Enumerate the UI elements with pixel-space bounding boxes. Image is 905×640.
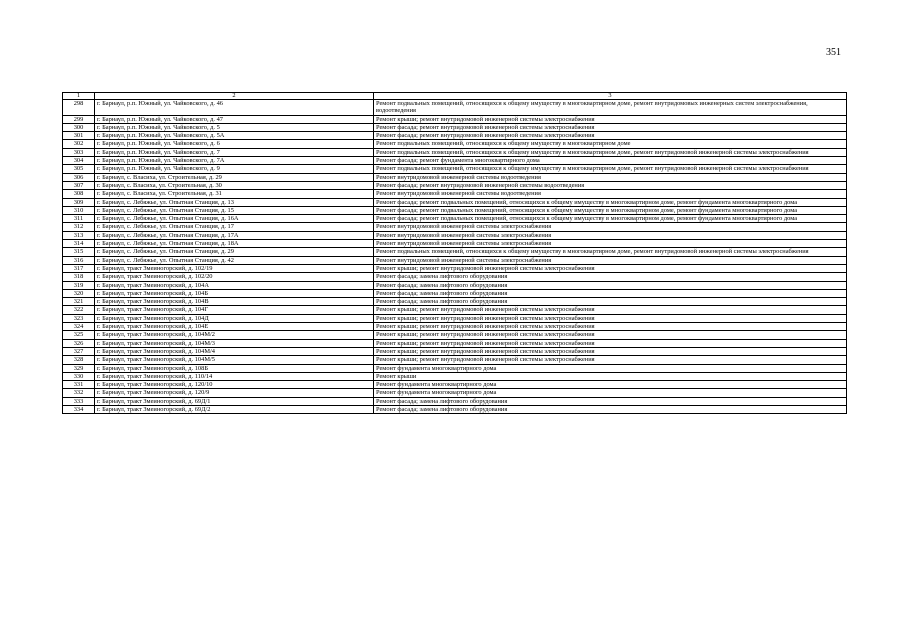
row-number: 319: [63, 281, 95, 289]
row-works: Ремонт фундамента многоквартирного дома: [374, 381, 847, 389]
row-works: Ремонт крыши; ремонт внутридомовой инженерной системы электроснабжения: [374, 264, 847, 272]
row-address: г. Барнаул, тракт Змеиногорский, д. 104Б: [95, 289, 374, 297]
row-works: Ремонт подвальных помещений, относящихся к общему имуществу в многоквартирном доме, ремонт внутридомовой инженерной системы электроснабжения: [374, 248, 847, 256]
row-address: г. Барнаул, с. Лебяжье, ул. Опытная Станция, д. 17: [95, 223, 374, 231]
row-address: г. Барнаул, тракт Змеиногорский, д. 120/10: [95, 381, 374, 389]
row-address: г. Барнаул, тракт Змеиногорский, д. 120/9: [95, 389, 374, 397]
table-row: [63, 314, 847, 322]
row-address: г. Барнаул, с. Лебяжье, ул. Опытная Станция, д. 29: [95, 248, 374, 256]
table-row: [63, 190, 847, 198]
row-number: 327: [63, 347, 95, 355]
row-number: 303: [63, 148, 95, 156]
table-row: [63, 405, 847, 413]
row-works: Ремонт фасада; замена лифтового оборудования: [374, 405, 847, 413]
row-number: 333: [63, 397, 95, 405]
row-address: г. Барнаул, р.п. Южный, ул. Чайковского, д. 47: [95, 115, 374, 123]
table-header-row: [63, 93, 847, 100]
row-address: г. Барнаул, р.п. Южный, ул. Чайковского, д. 6: [95, 140, 374, 148]
row-works: Ремонт крыши; ремонт внутридомовой инженерной системы электроснабжения: [374, 339, 847, 347]
row-number: 332: [63, 389, 95, 397]
row-works: Ремонт внутридомовой инженерной системы электроснабжения: [374, 240, 847, 248]
row-works: Ремонт фундамента многоквартирного дома: [374, 389, 847, 397]
row-works: Ремонт крыши; ремонт внутридомовой инженерной системы электроснабжения: [374, 323, 847, 331]
table-row: [63, 397, 847, 405]
row-address: г. Барнаул, с. Власиха, ул. Строительная, д. 31: [95, 190, 374, 198]
row-address: г. Барнаул, тракт Змеиногорский, д. 104Г: [95, 306, 374, 314]
row-works: Ремонт фасада; замена лифтового оборудования: [374, 281, 847, 289]
table-row: [63, 356, 847, 364]
row-number: 301: [63, 132, 95, 140]
table-row: [63, 198, 847, 206]
row-number: 308: [63, 190, 95, 198]
row-number: 302: [63, 140, 95, 148]
table-row: [63, 364, 847, 372]
table-row: [63, 298, 847, 306]
row-address: г. Барнаул, с. Лебяжье, ул. Опытная Станция, д. 18А: [95, 240, 374, 248]
row-address: г. Барнаул, тракт Змеиногорский, д. 104М/2: [95, 331, 374, 339]
row-address: г. Барнаул, тракт Змеиногорский, д. 110/14: [95, 372, 374, 380]
row-number: 331: [63, 381, 95, 389]
row-address: г. Барнаул, с. Лебяжье, ул. Опытная Станция, д. 13: [95, 198, 374, 206]
row-address: г. Барнаул, тракт Змеиногорский, д. 104Е: [95, 323, 374, 331]
table-row: [63, 289, 847, 297]
row-works: Ремонт внутридомовой инженерной системы водоотведения: [374, 173, 847, 181]
table-row: [63, 165, 847, 173]
row-address: г. Барнаул, с. Власиха, ул. Строительная, д. 30: [95, 181, 374, 189]
row-address: г. Барнаул, тракт Змеиногорский, д. 104В: [95, 298, 374, 306]
row-number: 307: [63, 181, 95, 189]
row-number: 326: [63, 339, 95, 347]
header-cell-number: 1: [63, 93, 95, 100]
row-address: г. Барнаул, р.п. Южный, ул. Чайковского, д. 9: [95, 165, 374, 173]
table-row: [63, 381, 847, 389]
table-row: [63, 132, 847, 140]
table-row: [63, 240, 847, 248]
row-number: 315: [63, 248, 95, 256]
row-address: г. Барнаул, тракт Змеиногорский, д. 104М/5: [95, 356, 374, 364]
row-number: 299: [63, 115, 95, 123]
row-works: Ремонт внутридомовой инженерной системы водоотведения: [374, 190, 847, 198]
table-row: [63, 181, 847, 189]
row-works: Ремонт крыши; ремонт внутридомовой инженерной системы электроснабжения: [374, 347, 847, 355]
row-address: г. Барнаул, тракт Змеиногорский, д. 69Д/1: [95, 397, 374, 405]
row-number: 328: [63, 356, 95, 364]
row-number: 321: [63, 298, 95, 306]
row-number: 324: [63, 323, 95, 331]
row-number: 306: [63, 173, 95, 181]
row-works: Ремонт крыши; ремонт внутридомовой инженерной системы электроснабжения: [374, 356, 847, 364]
row-address: г. Барнаул, с. Власиха, ул. Строительная, д. 29: [95, 173, 374, 181]
row-number: 318: [63, 273, 95, 281]
row-number: 305: [63, 165, 95, 173]
row-address: г. Барнаул, с. Лебяжье, ул. Опытная Станция, д. 42: [95, 256, 374, 264]
row-works: Ремонт подвальных помещений, относящихся к общему имуществу в многоквартирном доме, ремонт внутридомовых инженерных систем электроснабжения, водоотведения: [374, 100, 847, 116]
row-number: 304: [63, 157, 95, 165]
row-number: 325: [63, 331, 95, 339]
table-row: [63, 372, 847, 380]
row-number: 313: [63, 231, 95, 239]
table-body: [63, 100, 847, 414]
table-row: [63, 389, 847, 397]
table-row: [63, 331, 847, 339]
row-address: г. Барнаул, тракт Змеиногорский, д. 108Б: [95, 364, 374, 372]
row-works: Ремонт фасада; ремонт подвальных помещений, относящихся к общему имуществу в многоквартирном доме, ремонт фундамента многоквартирного дома: [374, 215, 847, 223]
row-works: Ремонт фасада; ремонт подвальных помещений, относящихся к общему имуществу в многоквартирном доме, ремонт фундамента многоквартирного дома: [374, 206, 847, 214]
row-number: 317: [63, 264, 95, 272]
table-row: [63, 206, 847, 214]
row-works: Ремонт фасада; замена лифтового оборудования: [374, 289, 847, 297]
table-row: [63, 248, 847, 256]
row-works: Ремонт фасада; ремонт фундамента многоквартирного дома: [374, 157, 847, 165]
row-address: г. Барнаул, тракт Змеиногорский, д. 104М/4: [95, 347, 374, 355]
table-row: [63, 306, 847, 314]
table-row: [63, 256, 847, 264]
row-address: г. Барнаул, р.п. Южный, ул. Чайковского, д. 5А: [95, 132, 374, 140]
row-works: Ремонт фасада; ремонт внутридомовой инженерной системы электроснабжения: [374, 123, 847, 131]
row-number: 309: [63, 198, 95, 206]
row-number: 316: [63, 256, 95, 264]
row-works: Ремонт фундамента многоквартирного дома: [374, 364, 847, 372]
row-works: Ремонт крыши; ремонт внутридомовой инженерной системы электроснабжения: [374, 314, 847, 322]
row-works: Ремонт крыши; ремонт внутридомовой инженерной системы электроснабжения: [374, 331, 847, 339]
row-works: Ремонт подвальных помещений, относящихся к общему имуществу в многоквартирном доме, ремонт внутридомовой инженерной системы электроснабжения: [374, 165, 847, 173]
row-works: Ремонт подвальных помещений, относящихся к общему имуществу в многоквартирном доме, ремонт внутридомовой инженерной системы электроснабжения: [374, 148, 847, 156]
row-address: г. Барнаул, тракт Змеиногорский, д. 104А: [95, 281, 374, 289]
row-number: 330: [63, 372, 95, 380]
row-works: Ремонт фасада; замена лифтового оборудования: [374, 298, 847, 306]
row-works: Ремонт крыши; ремонт внутридомовой инженерной системы электроснабжения: [374, 115, 847, 123]
row-number: 312: [63, 223, 95, 231]
row-number: 320: [63, 289, 95, 297]
table-row: [63, 115, 847, 123]
row-address: г. Барнаул, р.п. Южный, ул. Чайковского, д. 46: [95, 100, 374, 116]
row-address: г. Барнаул, тракт Змеиногорский, д. 104М/3: [95, 339, 374, 347]
table-row: [63, 223, 847, 231]
header-cell-works: 3: [374, 93, 847, 100]
table-row: [63, 100, 847, 116]
row-address: г. Барнаул, с. Лебяжье, ул. Опытная Станция, д. 17А: [95, 231, 374, 239]
row-works: Ремонт фасада; замена лифтового оборудования: [374, 397, 847, 405]
row-address: г. Барнаул, тракт Змеиногорский, д. 104Д: [95, 314, 374, 322]
header-cell-address: 2: [95, 93, 374, 100]
row-address: г. Барнаул, с. Лебяжье, ул. Опытная Станция, д. 15: [95, 206, 374, 214]
row-number: 300: [63, 123, 95, 131]
table-row: [63, 123, 847, 131]
row-works: Ремонт фасада; замена лифтового оборудования: [374, 273, 847, 281]
row-number: 310: [63, 206, 95, 214]
table-row: [63, 231, 847, 239]
row-number: 298: [63, 100, 95, 116]
row-works: Ремонт крыши; ремонт внутридомовой инженерной системы электроснабжения: [374, 306, 847, 314]
repair-table: [62, 92, 847, 414]
row-address: г. Барнаул, тракт Змеиногорский, д. 102/19: [95, 264, 374, 272]
row-number: 323: [63, 314, 95, 322]
row-works: Ремонт внутридомовой инженерной системы электроснабжения: [374, 223, 847, 231]
table-row: [63, 173, 847, 181]
page-number: 351: [826, 47, 841, 58]
row-address: г. Барнаул, с. Лебяжье, ул. Опытная Станция, д. 16А: [95, 215, 374, 223]
table-row: [63, 215, 847, 223]
row-number: 314: [63, 240, 95, 248]
row-works: Ремонт фасада; ремонт подвальных помещений, относящихся к общему имуществу в многоквартирном доме, ремонт фундамента многоквартирного дома: [374, 198, 847, 206]
row-number: 322: [63, 306, 95, 314]
row-works: Ремонт крыши: [374, 372, 847, 380]
row-works: Ремонт фасада; ремонт внутридомовой инженерной системы электроснабжения: [374, 132, 847, 140]
row-works: Ремонт фасада; ремонт внутридомовой инженерной системы водоотведения: [374, 181, 847, 189]
row-works: Ремонт подвальных помещений, относящихся к общему имуществу в многоквартирном доме: [374, 140, 847, 148]
table-row: [63, 281, 847, 289]
table-row: [63, 157, 847, 165]
row-address: г. Барнаул, р.п. Южный, ул. Чайковского, д. 7: [95, 148, 374, 156]
table-row: [63, 148, 847, 156]
row-address: г. Барнаул, р.п. Южный, ул. Чайковского, д. 7А: [95, 157, 374, 165]
row-address: г. Барнаул, р.п. Южный, ул. Чайковского, д. 5: [95, 123, 374, 131]
row-number: 329: [63, 364, 95, 372]
table-row: [63, 264, 847, 272]
table-row: [63, 339, 847, 347]
row-number: 311: [63, 215, 95, 223]
table-row: [63, 347, 847, 355]
row-address: г. Барнаул, тракт Змеиногорский, д. 102/20: [95, 273, 374, 281]
table-row: [63, 140, 847, 148]
table-row: [63, 273, 847, 281]
row-address: г. Барнаул, тракт Змеиногорский, д. 69Д/2: [95, 405, 374, 413]
row-works: Ремонт внутридомовой инженерной системы электроснабжения: [374, 256, 847, 264]
table-row: [63, 323, 847, 331]
row-number: 334: [63, 405, 95, 413]
row-works: Ремонт внутридомовой инженерной системы электроснабжения: [374, 231, 847, 239]
